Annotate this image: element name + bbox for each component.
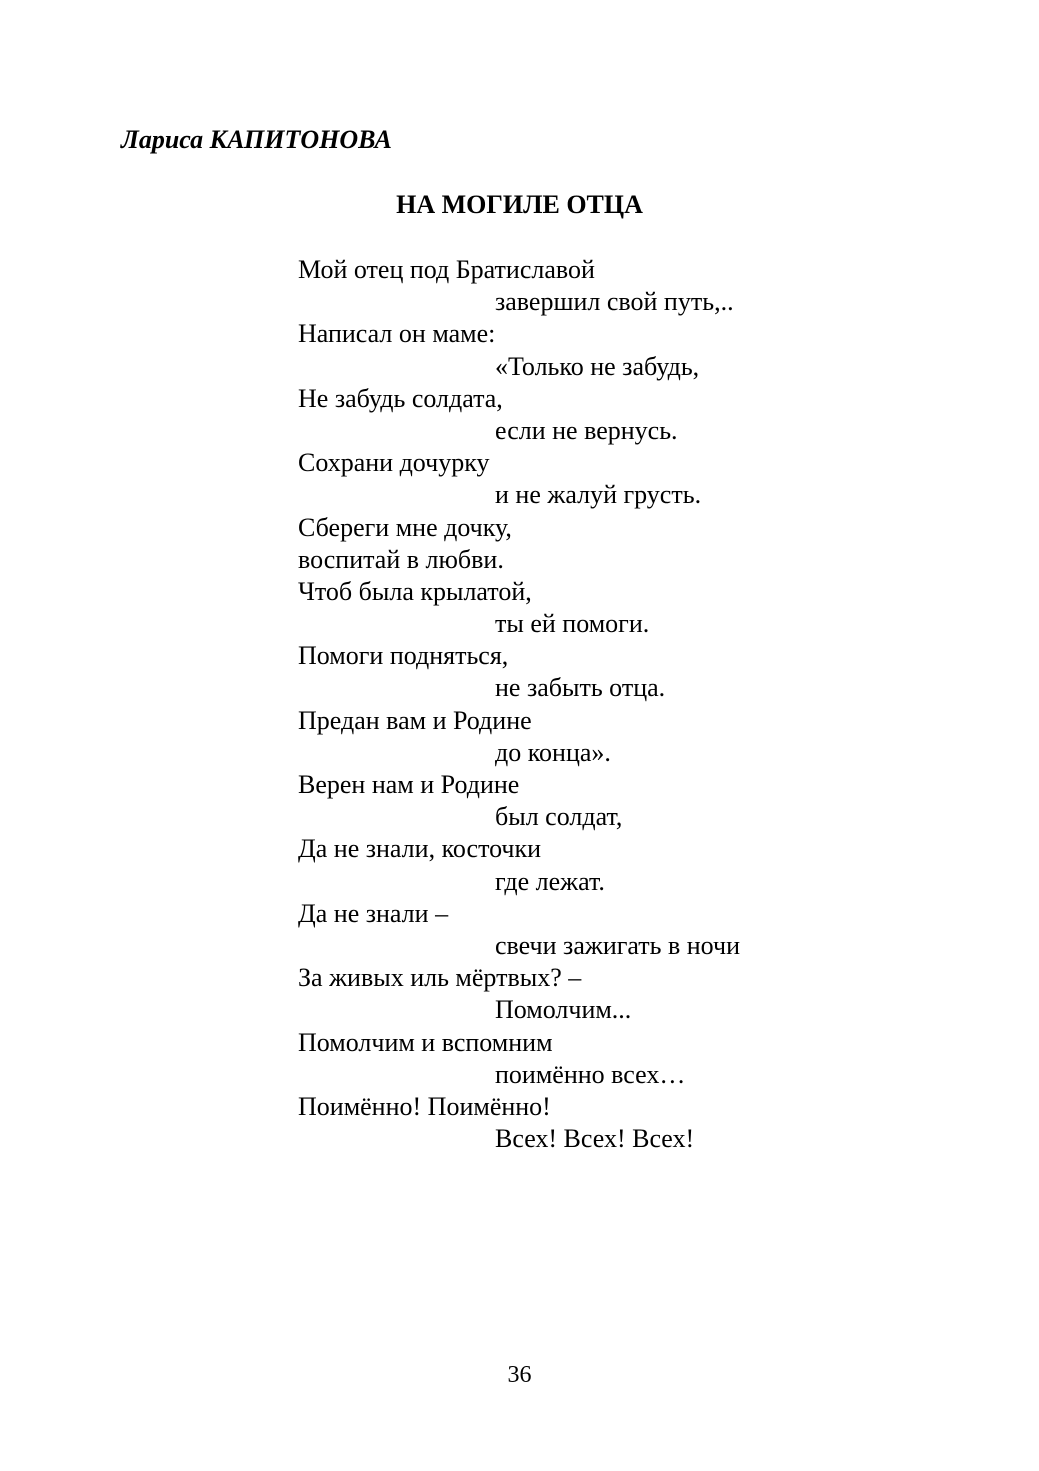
poem-line: Верен нам и Родине bbox=[298, 770, 520, 799]
poem-line: Помоги подняться, bbox=[298, 641, 509, 671]
poem-line: «Только не забудь, bbox=[495, 351, 700, 381]
poem-line: Сохрани дочурку bbox=[298, 448, 490, 478]
poem-line: Всех! Всех! Всех! bbox=[495, 1124, 695, 1154]
poem-line: завершил свой путь,.. bbox=[495, 287, 734, 317]
poem-line: где лежат. bbox=[495, 866, 605, 896]
poem-line: Помолчим и вспомним bbox=[298, 1027, 553, 1057]
poem-line: Предан вам и Родине bbox=[298, 705, 532, 735]
poem-line: За живых иль мёртвых? – bbox=[298, 963, 582, 993]
poem-line: поимённо всех… bbox=[495, 1059, 686, 1089]
poem-line: и не жалуй грусть. bbox=[495, 480, 702, 510]
poem-body bbox=[298, 254, 740, 1155]
poem-line: Мой отец под Братиславой bbox=[298, 255, 595, 284]
poem-line: Да не знали, косточки bbox=[298, 834, 542, 864]
poem-line: Сбереги мне дочку, bbox=[298, 512, 512, 542]
poem-line: Да не знали – bbox=[298, 898, 449, 928]
page-number: 36 bbox=[507, 1362, 532, 1388]
poem-line: Не забудь солдата, bbox=[298, 383, 503, 413]
poem-line: до конца». bbox=[495, 737, 611, 767]
poem-line: ты ей помоги. bbox=[495, 609, 650, 639]
poem-line: не забыть отца. bbox=[495, 673, 666, 703]
poem-line: Чтоб была крылатой, bbox=[298, 576, 532, 606]
poem-line: Помолчим... bbox=[495, 995, 632, 1025]
poem-line: свечи зажигать в ночи bbox=[495, 930, 740, 960]
poem-title: НА МОГИЛЕ ОТЦА bbox=[396, 190, 643, 219]
poem-line: Поимённо! Поимённо! bbox=[298, 1091, 551, 1121]
author-name: Лариса КАПИТОНОВА bbox=[121, 125, 392, 154]
poem-line: Написал он маме: bbox=[298, 319, 496, 349]
poem-line: воспитай в любви. bbox=[298, 544, 504, 574]
poem-line: если не вернусь. bbox=[495, 415, 678, 445]
poem-line: был солдат, bbox=[495, 802, 623, 832]
